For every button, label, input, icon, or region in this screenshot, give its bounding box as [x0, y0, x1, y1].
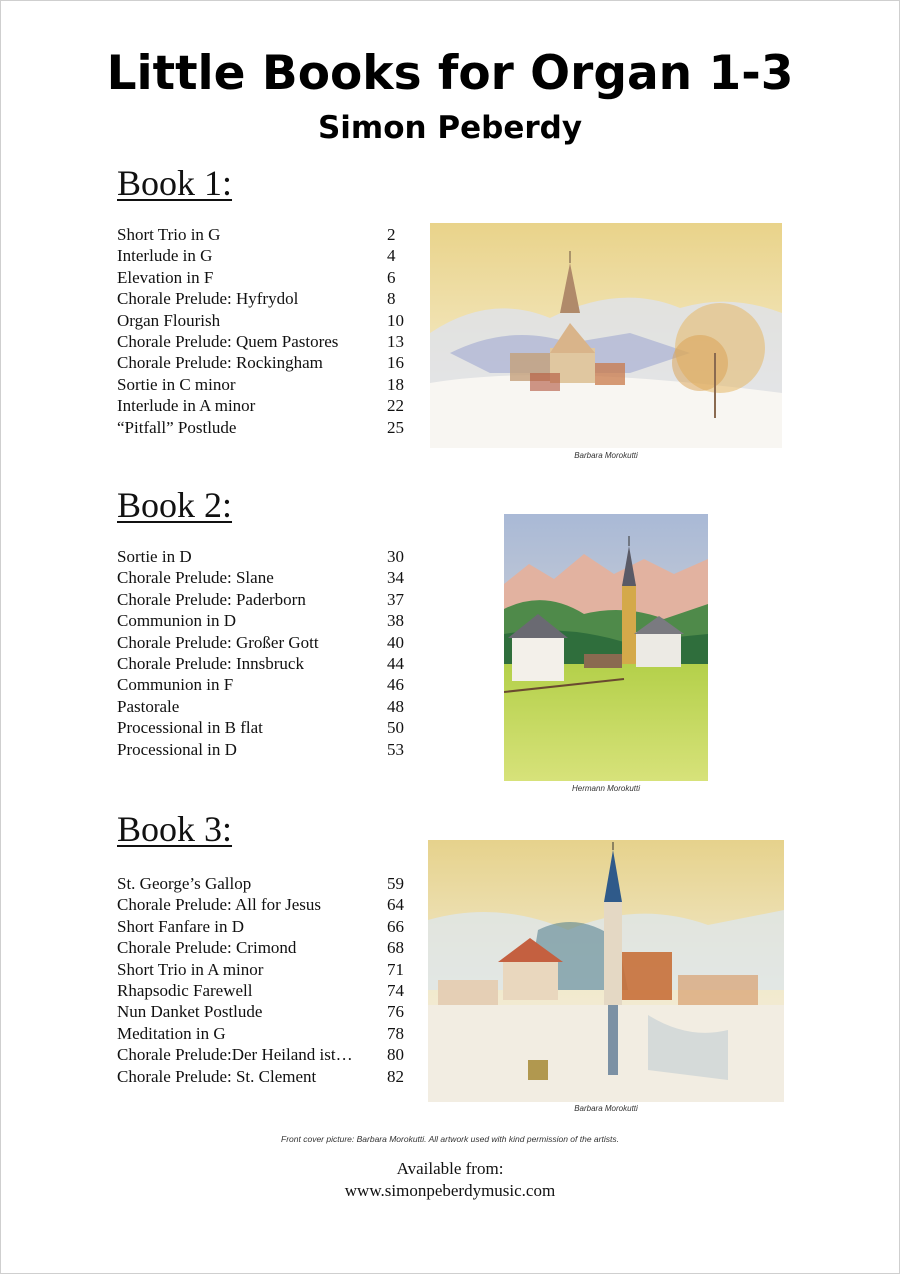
book-1-heading: Book 1: — [117, 163, 233, 203]
village-church-painting — [428, 840, 784, 1102]
list-item — [117, 980, 417, 1001]
item-page: 59 — [387, 874, 404, 893]
item-page: 64 — [387, 895, 404, 915]
item-title: Sortie in C minor — [117, 374, 236, 394]
list-item — [117, 916, 417, 937]
item-title: Chorale Prelude: Paderborn — [117, 589, 306, 609]
item-page: 48 — [387, 696, 404, 716]
list-item — [117, 267, 417, 288]
book-1-artwork-credit: Barbara Morokutti — [574, 451, 638, 460]
list-item — [117, 894, 417, 915]
item-title: Elevation in F — [117, 267, 214, 287]
item-title: Pastorale — [117, 696, 180, 716]
list-item — [117, 546, 417, 567]
item-page: 80 — [387, 1045, 404, 1065]
book-2-artwork-credit: Hermann Morokutti — [571, 784, 641, 793]
list-item — [117, 310, 417, 331]
item-page: 30 — [387, 547, 404, 566]
item-title: Chorale Prelude: Hyfrydol — [117, 289, 299, 309]
item-page: 13 — [387, 331, 404, 351]
available-from-label: Available from: — [396, 1159, 504, 1178]
item-page: 66 — [387, 916, 404, 936]
item-title: Chorale Prelude: Innsbruck — [117, 653, 304, 673]
item-page: 82 — [387, 1066, 404, 1086]
item-page: 74 — [387, 980, 404, 1000]
item-page: 18 — [387, 374, 404, 394]
item-title: Short Trio in G — [117, 225, 221, 244]
book-2-contents — [117, 546, 417, 760]
item-title: St. George’s Gallop — [117, 874, 252, 893]
list-item — [117, 739, 417, 760]
item-title: Meditation in G — [117, 1023, 226, 1043]
item-page: 6 — [387, 267, 396, 287]
list-item — [117, 1044, 417, 1065]
list-item — [117, 959, 417, 980]
item-page: 44 — [387, 653, 404, 673]
website-link[interactable]: www.simonpeberdymusic.com — [344, 1181, 556, 1200]
artwork-permission-note: Front cover picture: Barbara Morokutti. All artwork used with kind permission of the artists. — [281, 1134, 619, 1144]
item-title: Chorale Prelude: All for Jesus — [117, 895, 321, 915]
item-title: Organ Flourish — [117, 310, 221, 330]
item-page: 53 — [387, 739, 404, 759]
alpine-church-painting — [504, 514, 708, 781]
list-item — [117, 589, 417, 610]
list-item — [117, 417, 417, 438]
book-3-heading: Book 3: — [117, 809, 233, 849]
list-item — [117, 224, 417, 245]
item-page: 8 — [387, 289, 396, 309]
item-page: 37 — [387, 589, 404, 609]
item-title: “Pitfall” Postlude — [117, 417, 237, 437]
winter-village-painting — [430, 223, 782, 448]
item-page: 50 — [387, 718, 404, 738]
list-item — [117, 374, 417, 395]
item-title: Short Fanfare in D — [117, 916, 245, 936]
list-item — [117, 937, 417, 958]
item-title: Rhapsodic Farewell — [117, 980, 253, 1000]
item-page: 76 — [387, 1002, 404, 1022]
item-page: 40 — [387, 632, 404, 652]
item-page: 22 — [387, 396, 404, 416]
item-title: Communion in F — [117, 675, 234, 695]
list-item — [117, 245, 417, 266]
item-title: Chorale Prelude: Rockingham — [117, 353, 323, 373]
list-item — [117, 873, 417, 894]
book-3-artwork — [428, 840, 784, 1102]
item-title: Nun Danket Postlude — [117, 1002, 263, 1022]
list-item — [117, 696, 417, 717]
item-page: 16 — [387, 353, 404, 373]
list-item — [117, 653, 417, 674]
item-title: Sortie in D — [117, 547, 192, 566]
list-item — [117, 610, 417, 631]
item-title: Chorale Prelude: Quem Pastores — [117, 331, 339, 351]
item-title: Chorale Prelude: Slane — [117, 568, 274, 588]
list-item — [117, 352, 417, 373]
item-page: 68 — [387, 938, 404, 958]
author-name: Simon Peberdy — [317, 110, 583, 146]
item-title: Interlude in G — [117, 246, 213, 266]
item-title: Interlude in A minor — [117, 396, 256, 416]
list-item — [117, 717, 417, 738]
list-item — [117, 331, 417, 352]
item-title: Chorale Prelude: Crimond — [117, 938, 297, 958]
list-item — [117, 1023, 417, 1044]
book-1-artwork — [430, 223, 782, 448]
item-page: 2 — [387, 225, 396, 244]
item-title: Chorale Prelude: St. Clement — [117, 1066, 317, 1086]
item-title: Chorale Prelude: Großer Gott — [117, 632, 319, 652]
availability-block — [0, 1158, 900, 1202]
list-item — [117, 1001, 417, 1022]
page-title: Little Books for Organ 1-3 — [106, 46, 794, 101]
book-3-contents — [117, 873, 417, 1087]
book-2-artwork — [504, 514, 708, 781]
item-title: Short Trio in A minor — [117, 959, 264, 979]
book-3-artwork-credit: Barbara Morokutti — [574, 1104, 638, 1113]
list-item — [117, 567, 417, 588]
item-page: 25 — [387, 417, 404, 437]
item-page: 71 — [387, 959, 404, 979]
item-page: 46 — [387, 675, 404, 695]
item-page: 4 — [387, 246, 396, 266]
item-page: 10 — [387, 310, 404, 330]
item-title: Chorale Prelude:Der Heiland ist… — [117, 1045, 353, 1065]
item-page: 38 — [387, 611, 404, 631]
list-item — [117, 674, 417, 695]
item-title: Processional in B flat — [117, 718, 263, 738]
item-page: 78 — [387, 1023, 404, 1043]
list-item — [117, 632, 417, 653]
item-title: Communion in D — [117, 611, 237, 631]
list-item — [117, 1066, 417, 1087]
book-1-contents — [117, 224, 417, 438]
item-page: 34 — [387, 568, 404, 588]
item-title: Processional in D — [117, 739, 237, 759]
list-item — [117, 395, 417, 416]
list-item — [117, 288, 417, 309]
book-2-heading: Book 2: — [117, 485, 233, 525]
